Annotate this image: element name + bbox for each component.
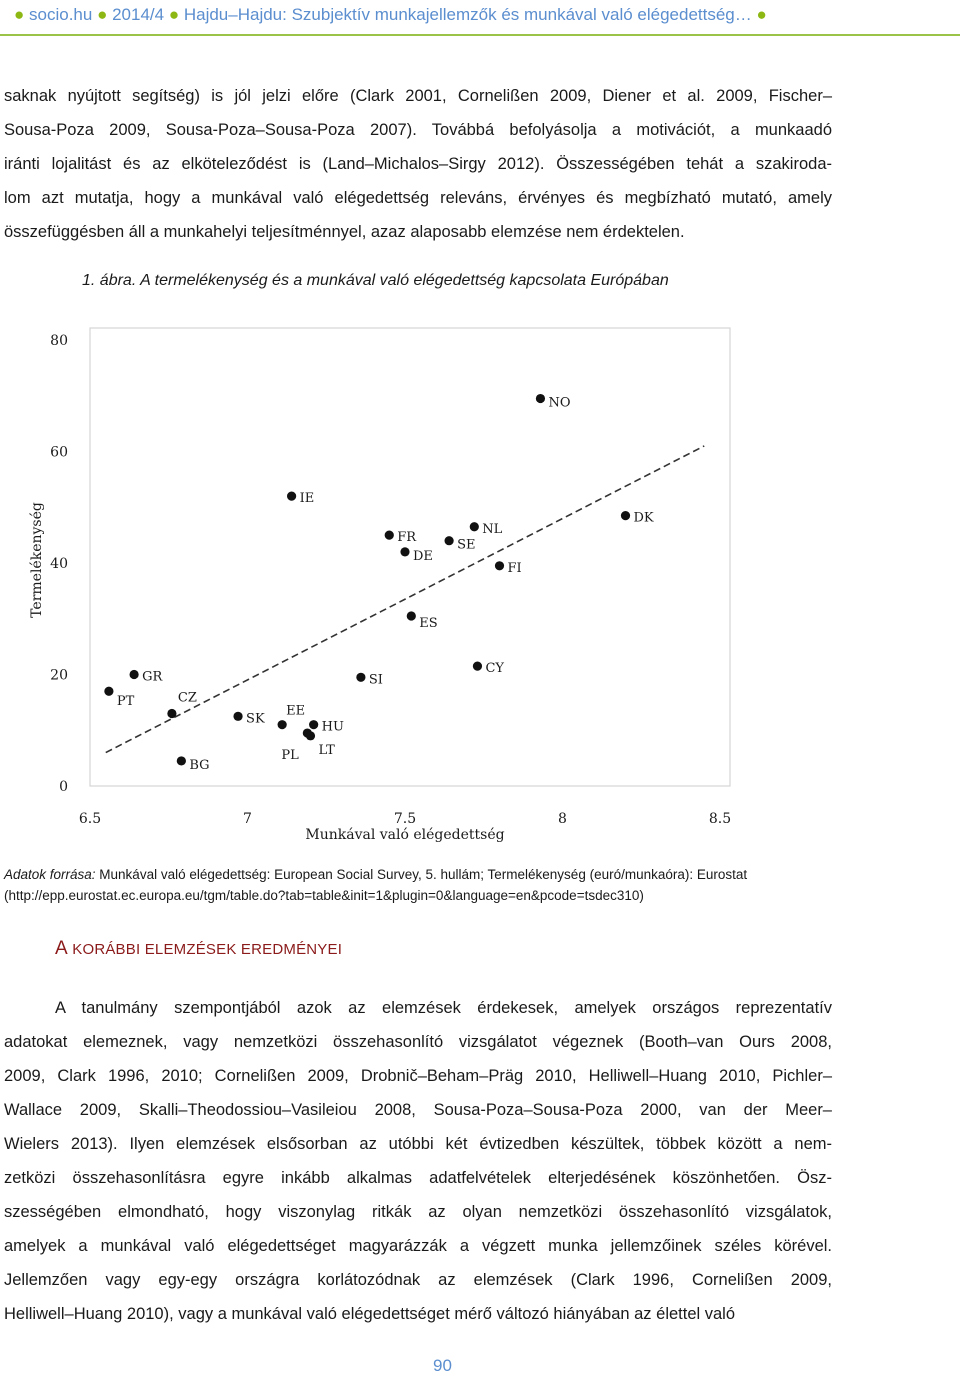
data-point-hu	[309, 720, 318, 729]
data-point-ie	[287, 492, 296, 501]
point-label-ee: EE	[286, 703, 306, 719]
data-point-de	[400, 547, 409, 556]
data-point-cz	[167, 709, 176, 718]
y-tick-label: 80	[50, 333, 68, 349]
x-tick-label: 7.5	[393, 811, 417, 827]
point-label-fr: FR	[397, 530, 417, 546]
header-rule	[0, 34, 960, 36]
plot-area-frame	[90, 328, 730, 786]
point-label-no: NO	[548, 395, 571, 411]
point-label-gr: GR	[142, 669, 163, 685]
source-label: Adatok forrása:	[4, 867, 96, 882]
point-label-si: SI	[368, 672, 383, 688]
figure-number: 1. ábra.	[82, 272, 137, 289]
header-site: socio.hu	[29, 5, 93, 24]
point-label-dk: DK	[633, 510, 654, 526]
text-line: szességében elmondható, hogy viszonylag ritkák az olyan nemzetközi összehasonlító vizsgálatok,	[4, 1203, 832, 1221]
section-heading-rest: KORÁBBI ELEMZÉSEK EREDMÉNYEI	[67, 941, 343, 958]
text-line: zetközi összehasonlításra egyre inkább alkalmas adatfelvételek elterjedésének köszönhetően. Ösz-	[4, 1169, 832, 1187]
data-points	[104, 394, 654, 773]
text-line: amelyek a munkával való elégedettséget magyarázzák a végzett munka jellemzőinek széles körével.	[4, 1237, 832, 1255]
figure-source-note	[4, 864, 834, 906]
data-point-gr	[130, 670, 139, 679]
text-line: adatokat elemeznek, vagy nemzetközi összehasonlító vizsgálatot végeznek (Booth–van Ours 2008,	[4, 1033, 832, 1051]
bullet-dot-icon: ●	[97, 5, 108, 24]
point-label-pt: PT	[116, 694, 135, 710]
section-heading	[55, 938, 342, 960]
section-heading-initial: A	[55, 938, 68, 959]
point-label-hu: HU	[321, 719, 344, 735]
data-point-fr	[385, 531, 394, 540]
text-line: lom azt mutatja, hogy a munkával való elégedettség releváns, érvényes és megbízható mutató, amely	[4, 189, 832, 207]
text-line: iránti lojalitást és az elköteleződést is (Land–Michalos–Sirgy 2012). Összességében tehát a szakiroda-	[4, 155, 832, 173]
text-line: 2009, Clark 1996, 2010; Cornelißen 2009, Drobnič–Beham–Präg 2010, Helliwell–Huang 2010, Pichler–	[4, 1067, 832, 1085]
data-point-cy	[473, 662, 482, 671]
data-point-es	[407, 611, 416, 620]
data-point-ee	[278, 720, 287, 729]
y-tick-label: 40	[50, 556, 68, 572]
header-article: Hajdu–Hajdu: Szubjektív munkajellemzők és munkával való elégedettség…	[183, 5, 752, 24]
text-line: A tanulmány szempontjából azok az elemzések érdekesek, amelyek országos reprezentatív	[55, 999, 832, 1017]
point-label-fi: FI	[507, 560, 522, 576]
x-tick-label: 8	[558, 811, 567, 827]
x-axis-label: Munkával való elégedettség	[305, 827, 505, 843]
source-text: Munkával való elégedettség: European Social Survey, 5. hullám; Termelékenység (euró/munkaóra): Eurostat (http://epp.eurostat.ec.europa.eu/tgm/table.do?tab=table&init=1&plugin=0&language=en&pcode=tsdec310)	[4, 867, 748, 903]
bullet-dot-icon: ●	[168, 5, 180, 24]
y-tick-label: 60	[50, 444, 68, 461]
point-label-cz: CZ	[177, 690, 197, 706]
intro-paragraph	[4, 79, 832, 249]
trend-line-group	[106, 446, 705, 753]
data-point-lt	[306, 731, 315, 740]
data-point-bg	[177, 756, 186, 765]
point-label-cy: CY	[485, 661, 504, 677]
scatter-chart	[0, 320, 760, 850]
point-label-nl: NL	[482, 521, 503, 537]
figure-title: A termelékenység és a munkával való elégedettség kapcsolata Európában	[140, 272, 669, 289]
y-tick-label: 20	[50, 667, 68, 684]
point-label-se: SE	[457, 537, 476, 553]
header-issue: 2014/4	[112, 5, 165, 24]
text-line: Wallace 2009, Skalli–Theodossiou–Vasileiou 2008, Sousa-Poza–Sousa-Poza 2000, van der Meer–	[4, 1101, 832, 1119]
running-header	[0, 0, 960, 32]
point-label-bg: BG	[189, 757, 210, 773]
y-axis-label: Termelékenység	[29, 502, 45, 618]
trend-line	[106, 446, 705, 753]
x-tick-label: 6.5	[78, 811, 102, 827]
y-tick-label: 0	[59, 779, 68, 795]
bullet-dot-icon: ●	[14, 5, 25, 24]
bullet-dot-icon: ●	[756, 5, 767, 24]
x-tick-label: 8.5	[708, 811, 732, 827]
figure-caption	[82, 272, 669, 290]
point-label-ie: IE	[299, 491, 315, 507]
data-point-sk	[233, 712, 242, 721]
text-line: Helliwell–Huang 2010), vagy a munkával való elégedettséget mérő változó hiányában az élettel való	[4, 1305, 736, 1323]
page-number: 90	[433, 1356, 452, 1375]
data-point-nl	[470, 522, 479, 531]
text-line: Wielers 2013). Ilyen elemzések elsősorban az utóbbi két évtizedben készültek, többek között a nem-	[4, 1135, 832, 1153]
x-tick-label: 7	[243, 811, 252, 827]
point-label-de: DE	[413, 548, 433, 564]
text-line: összefüggésben áll a munkahelyi teljesítménnyel, azaz alaposabb elemzése nem érdektelen.	[4, 223, 685, 241]
text-line: saknak nyújtott segítség) is jól jelzi előre (Clark 2001, Cornelißen 2009, Diener et al. 2009, Fischer–	[4, 87, 832, 105]
text-line: Sousa-Poza 2009, Sousa-Poza–Sousa-Poza 2007). Továbbá befolyásolja a motivációt, a munkaadó	[4, 121, 832, 139]
x-axis-ticks	[79, 811, 731, 827]
data-point-se	[445, 536, 454, 545]
data-point-fi	[495, 561, 504, 570]
y-axis-ticks	[50, 333, 68, 795]
point-label-es: ES	[419, 615, 438, 631]
point-label-sk: SK	[246, 711, 265, 727]
data-point-no	[536, 394, 545, 403]
running-header-text	[14, 5, 767, 25]
point-label-pl: PL	[281, 748, 299, 764]
scatter-chart-svg	[0, 320, 760, 850]
body-paragraph	[4, 991, 832, 1331]
data-point-si	[356, 673, 365, 682]
data-point-dk	[621, 511, 630, 520]
text-line: Jellemzően vagy egy-egy országra korlátozódnak az elemzések (Clark 1996, Cornelißen 2009,	[4, 1271, 832, 1289]
data-point-pt	[104, 687, 113, 696]
point-label-lt: LT	[318, 742, 335, 758]
